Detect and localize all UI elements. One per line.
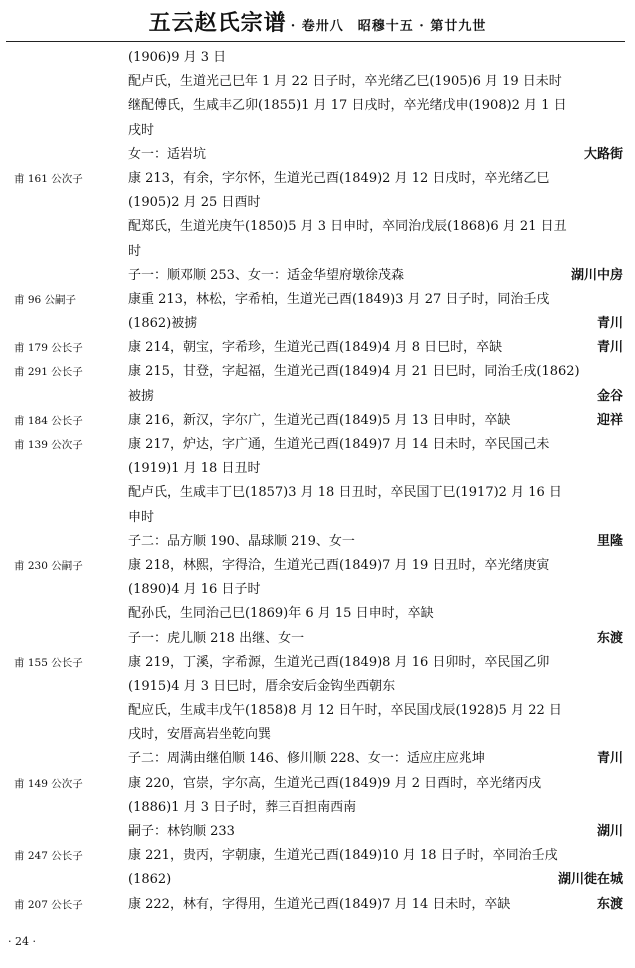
page-number: · 24 · [8,935,36,948]
entry-line [0,530,635,554]
entry-text: 配郑氏，生道光庚午(1850)5 月 3 日申时，卒同治戊辰(1868)6 月 21 日丑 [128,219,567,235]
residence-location: 大路街 [583,146,623,162]
entry-line [0,506,635,530]
entry-line [0,675,635,699]
entry-text: 康 214，朝宝，字希珍，生道光己酉(1849)4 月 8 日巳时，卒缺 [128,340,503,356]
entry-line [0,336,635,360]
entry-line [0,651,635,675]
entry-text: (1886)1 月 3 日子时，葬三百担南西南 [128,799,357,815]
entry-text: (1862)被掳 [128,316,198,332]
entry-text: 康重 213，林松，字希柏，生道光己酉(1849)3 月 27 日子时，同治壬戌 [128,291,550,307]
entry-line [0,70,635,94]
book-title: 五云赵氏宗谱 [148,10,287,36]
residence-location: 湖川徙在城 [557,872,623,888]
entry-text: 配应氏，生咸丰戊午(1858)8 月 12 日午时，卒民国戊辰(1928)5 月 22 日 [128,703,562,719]
entry-text: 子一：顺邓顺 253、女一：适金华望府墩徐茂森 [128,267,404,283]
entry-text: 时 [128,243,142,259]
entry-text: (1862) [128,872,172,888]
entry-text: 康 222，林有，字得用，生道光己酉(1849)7 月 14 日未时，卒缺 [128,896,511,912]
residence-location: 里隆 [596,533,623,549]
entry-line [0,215,635,239]
entry-text: (1905)2 月 25 日酉时 [128,195,261,211]
entry-line [0,554,635,578]
entry-line [0,747,635,771]
entry-text: 康 221，贵丙，字朝康，生道光己酉(1849)10 月 18 日子时，卒同治壬戌 [128,848,558,864]
entry-line [0,433,635,457]
parent-reference: 甫 139 公次子 [14,439,83,451]
entry-line [0,723,635,747]
residence-location: 青川 [596,316,623,332]
entry-line [0,94,635,118]
entry-line [0,264,635,288]
residence-location: 金谷 [596,388,623,404]
entry-text: 康 218，林熙，字得洽，生道光己酉(1849)7 月 19 日丑时，卒光绪庚寅 [128,557,550,573]
entry-text: 嗣子：林钧顺 233 [128,824,235,839]
residence-location: 青川 [596,340,623,356]
entry-line [0,820,635,844]
entry-text: (1919)1 月 18 日丑时 [128,461,261,477]
entry-text: 戌时，安厝高岩坐乾向巽 [128,727,272,743]
entry-text: 配卢氏，生道光己巳年 1 月 22 日子时，卒光绪乙巳(1905)6 月 19 日未时 [128,74,562,90]
parent-reference: 甫 149 公次子 [14,777,83,790]
parent-reference: 甫 155 公长子 [14,656,83,669]
parent-reference: 甫 184 公长子 [14,414,83,427]
parent-reference: 甫 179 公长子 [14,342,83,355]
entry-text: 继配傅氏，生咸丰乙卯(1855)1 月 17 日戌时，卒光绪戊申(1908)2 月 1 日 [128,98,567,114]
entry-line [0,578,635,602]
entry-line [0,288,635,312]
entry-text: (1890)4 月 16 日子时 [128,582,261,598]
entry-text: 女一：适岩坑 [128,146,207,162]
parent-reference: 甫 291 公长子 [14,366,83,379]
residence-location: 东渡 [596,896,623,912]
entry-line [0,46,635,70]
entry-text: 康 217，炉达，字广通，生道光己酉(1849)7 月 14 日未时，卒民国己未 [128,437,550,452]
header-divider [6,41,625,42]
residence-location: 青川 [596,751,623,767]
genealogy-entries [0,46,635,917]
entry-text: 被掳 [128,388,155,404]
residence-location: 东渡 [596,630,623,646]
entry-text: 申时 [128,509,155,525]
entry-text: 子二：品方顺 190、晶球顺 219、女一 [128,533,355,549]
entry-line [0,119,635,143]
entry-text: 子二：周满由继伯顺 146、修川顺 228、女一：适应庄应兆坤 [128,751,485,767]
entry-text: 康 216，新汉，字尔广，生道光己酉(1849)5 月 13 日申时，卒缺 [128,412,511,428]
entry-line [0,796,635,820]
entry-line [0,699,635,723]
entry-line [0,385,635,409]
entry-text: 配孙氏，生同治己巳(1869)年 6 月 15 日申时，卒缺 [128,606,434,622]
entry-line [0,143,635,167]
entry-line [0,457,635,481]
entry-line [0,409,635,433]
parent-reference: 甫 247 公长子 [14,850,83,863]
entry-text: 康 215，甘登，字起福，生道光己酉(1849)4 月 21 日巳时，同治壬戌(1862) [128,364,580,380]
entry-text: (1915)4 月 3 日巳时，厝余安后金钩坐西朝东 [128,678,396,694]
entry-line [0,312,635,336]
parent-reference: 甫 96 公嗣子 [14,293,77,306]
entry-line [0,240,635,264]
parent-reference: 甫 230 公嗣子 [14,559,83,572]
entry-line [0,844,635,868]
entry-line [0,481,635,505]
entry-line [0,191,635,215]
entry-text: 子一：虎儿顺 218 出继、女一 [128,630,305,646]
entry-text: (1906)9 月 3 日 [128,50,227,65]
parent-reference: 甫 161 公次子 [14,172,83,185]
entry-text: 康 219，丁溪，字希源，生道光己酉(1849)8 月 16 日卯时，卒民国乙卯 [128,654,550,670]
entry-text: 康 220，官崇，字尔高，生道光己酉(1849)9 月 2 日酉时，卒光绪丙戌 [128,775,542,791]
residence-location: 湖川 [596,824,623,839]
entry-text: 戌时 [128,122,155,138]
entry-text: 康 213，有余，字尔怀，生道光己酉(1849)2 月 12 日戌时，卒光绪乙巳 [128,170,550,186]
residence-location: 迎祥 [596,412,623,428]
volume-subtitle: · 卷卅八 昭穆十五 · 第廿九世 [290,19,487,34]
entry-line [0,893,635,917]
parent-reference: 甫 207 公长子 [14,898,83,911]
page-header [0,6,635,42]
entry-line [0,602,635,626]
entry-line [0,627,635,651]
entry-line [0,868,635,892]
entry-line [0,360,635,384]
entry-text: 配卢氏，生咸丰丁巳(1857)3 月 18 日丑时，卒民国丁巳(1917)2 月 16 日 [128,485,562,501]
entry-line [0,167,635,191]
residence-location: 湖川中房 [570,267,623,283]
entry-line [0,772,635,796]
